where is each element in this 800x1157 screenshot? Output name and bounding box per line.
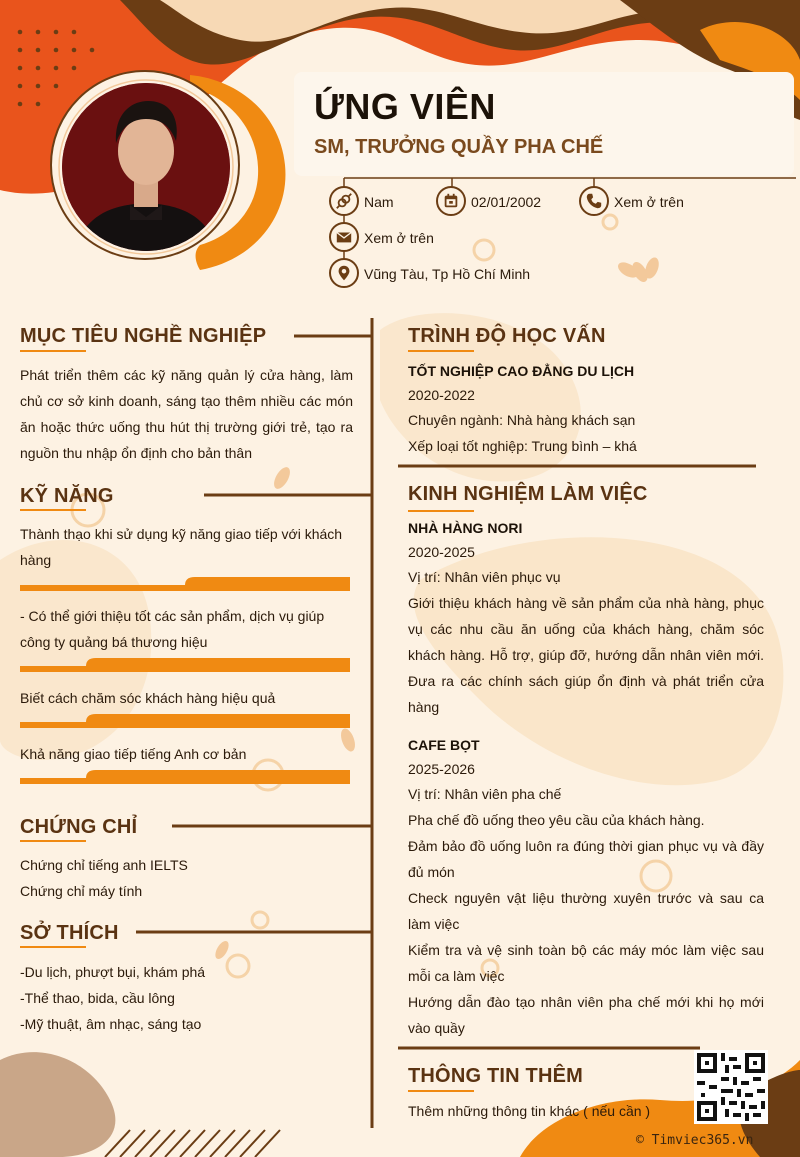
job-detail: Check nguyên vật liệu thường xuyên trước và sau ca làm việc	[408, 890, 764, 932]
job-period: 2020-2025	[408, 544, 475, 560]
job-title: SM, TRƯỞNG QUẦY PHA CHẾ	[314, 136, 604, 158]
dob-value: 02/01/2002	[471, 194, 542, 210]
gender-value: Nam	[364, 194, 394, 210]
skill-bar-fill	[185, 577, 350, 591]
gender-icon	[329, 186, 359, 216]
job-detail: Giới thiệu khách hàng về sản phẩm của nhà hàng, phục vụ các nhu cầu ăn uống của khách hàng, chăm sóc khách hàng. Hỗ trợ, giúp đỡ, hướng dẫn nhân viên mới. Đưa ra các chính sách giúp ổn định và phát triển cửa hàng	[408, 595, 764, 715]
address-value: Vũng Tàu, Tp Hồ Chí Minh	[364, 266, 531, 282]
skill-item: Biết cách chăm sóc khách hàng hiệu quả	[20, 690, 276, 706]
phone-value: Xem ở trên	[614, 194, 684, 210]
education-major: Chuyên ngành: Nhà hàng khách sạn	[408, 412, 636, 428]
skill-bar-fill	[86, 770, 350, 784]
skill-bar	[20, 577, 350, 591]
copyright-text: © Timviec365.vn	[636, 1133, 754, 1148]
job-detail: Kiểm tra và vệ sinh toàn bộ các máy móc làm việc sau mỗi ca làm việc	[408, 942, 764, 984]
objective-heading: MỤC TIÊU NGHỀ NGHIỆP	[20, 325, 267, 347]
phone-icon	[579, 186, 609, 216]
hobby-item: -Mỹ thuật, âm nhạc, sáng tạo	[20, 1016, 202, 1032]
skills-heading: KỸ NĂNG	[20, 485, 114, 507]
job-position: Vị trí: Nhân viên phục vụ	[408, 569, 561, 585]
experience-heading: KINH NGHIỆM LÀM VIỆC	[408, 483, 648, 505]
job-company: NHÀ HÀNG NORI	[408, 520, 523, 536]
education-heading: TRÌNH ĐỘ HỌC VẤN	[408, 325, 606, 347]
hobby-item: -Du lịch, phượt bụi, khám phá	[20, 964, 206, 980]
candidate-name: ỨNG VIÊN	[314, 86, 496, 127]
skill-level	[20, 770, 350, 784]
skill-bar	[20, 658, 350, 672]
certificate-item: Chứng chỉ tiếng anh IELTS	[20, 857, 188, 873]
skill-item: Khả năng giao tiếp tiếng Anh cơ bản	[20, 746, 247, 762]
mail-icon	[329, 222, 359, 252]
job-company: CAFE BỌT	[408, 737, 480, 753]
education-school: TỐT NGHIỆP CAO ĐẲNG DU LỊCH	[408, 363, 635, 379]
profile-photo-frame	[50, 55, 290, 280]
skill-level	[20, 658, 350, 672]
hobbies-heading: SỞ THÍCH	[20, 922, 119, 944]
skill-level	[20, 714, 350, 728]
certificate-item: Chứng chỉ máy tính	[20, 883, 143, 899]
skill-bar-fill	[86, 714, 350, 728]
skill-item: - Có thể giới thiệu tốt các sản phẩm, dịch vụ giúp công ty quảng bá thương hiệu	[20, 608, 325, 650]
skill-bar-fill	[86, 658, 350, 672]
location-icon	[329, 258, 359, 288]
skill-item: Thành thạo khi sử dụng kỹ năng giao tiếp với khách hàng	[20, 526, 343, 568]
job-detail: Pha chế đồ uống theo yêu cầu của khách hàng.	[408, 812, 705, 828]
extra-text: Thêm những thông tin khác ( nếu cần )	[408, 1103, 651, 1119]
job-detail: Hướng dẫn đào tạo nhân viên pha chế mới khi họ mới vào quầy	[408, 994, 764, 1036]
calendar-icon	[436, 186, 466, 216]
hobby-item: -Thể thao, bida, cầu lông	[20, 990, 175, 1006]
job-period: 2025-2026	[408, 761, 475, 777]
qr-code-icon	[694, 1050, 768, 1124]
objective-text: Phát triển thêm các kỹ năng quản lý cửa hàng, làm chủ cơ sở kinh doanh, sáng tạo thêm nhiều các món ăn hoặc thức uống thu hút thị trường giới trẻ, tạo ra nguồn thu nhập ổn định cho bản thân	[20, 367, 353, 461]
extra-heading: THÔNG TIN THÊM	[408, 1065, 584, 1087]
education-grade: Xếp loại tốt nghiệp: Trung bình – khá	[408, 438, 637, 454]
education-period: 2020-2022	[408, 387, 475, 403]
skill-level	[20, 577, 350, 591]
email-value: Xem ở trên	[364, 230, 434, 246]
job-detail: Đảm bảo đồ uống luôn ra đúng thời gian phục vụ và đầy đủ món	[408, 838, 764, 880]
job-position: Vị trí: Nhân viên pha chế	[408, 786, 562, 802]
skill-bar	[20, 770, 350, 784]
skill-bar	[20, 714, 350, 728]
certificates-heading: CHỨNG CHỈ	[20, 816, 138, 838]
